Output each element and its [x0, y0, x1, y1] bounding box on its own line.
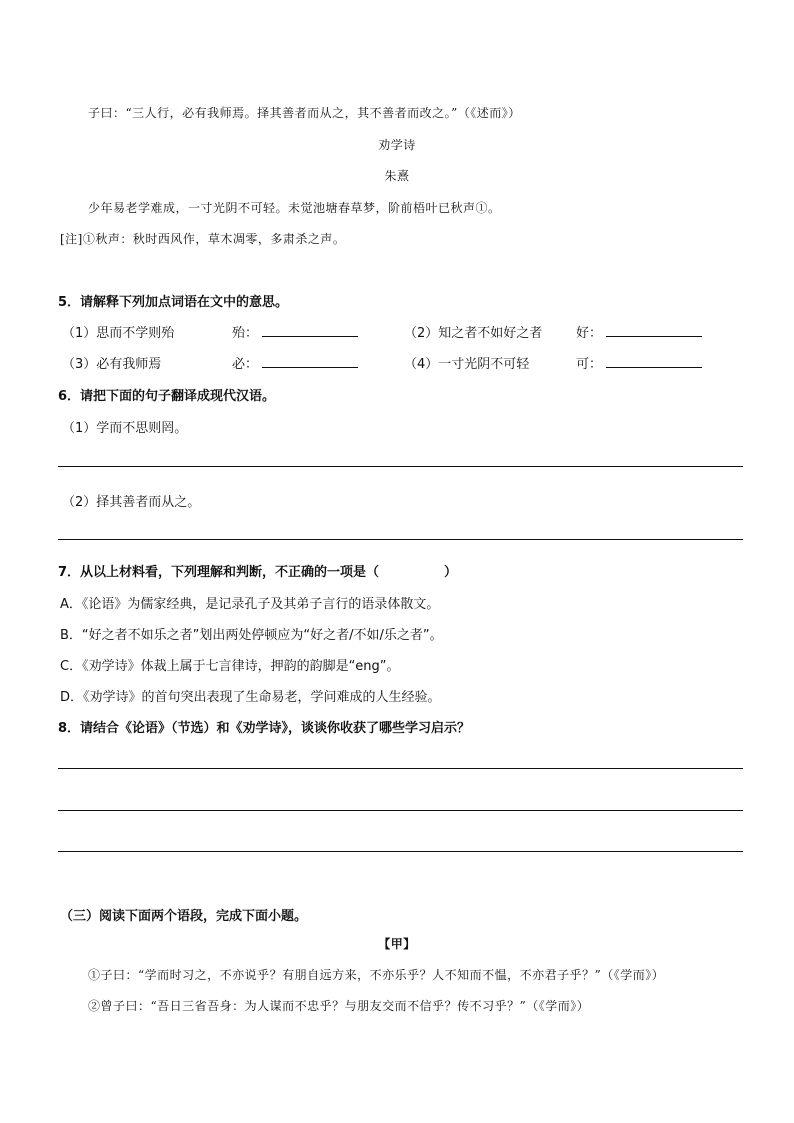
- q5-item-4-blank[interactable]: [606, 355, 702, 368]
- q6-item-1: （1）学而不思则罔。: [62, 421, 188, 436]
- section3-jia-heading: 【甲】: [378, 937, 416, 951]
- q5-title: 5．请解释下列加点词语在文中的意思。: [58, 295, 289, 310]
- q5-item-3-blank[interactable]: [262, 355, 358, 368]
- section3-title: （三）阅读下面两个语段，完成下面小题。: [60, 909, 308, 924]
- poem-title: 劝学诗: [378, 138, 416, 152]
- poem-note: [注]①秋声：秋时西风作，草木凋零，多肃杀之声。: [60, 232, 346, 246]
- q5-item-1-blank[interactable]: [262, 324, 358, 337]
- passage-shuer: 子曰：“三人行，必有我师焉。择其善者而从之，其不善者而改之。”（《述而》）: [88, 106, 521, 120]
- q7-option-b: B．“好之者不如乐之者”划出两处停顿应为“好之者/不如/乐之者”。: [60, 628, 443, 643]
- q7-title: 7．从以上材料看，下列理解和判断，不正确的一项是（ ）: [58, 565, 458, 580]
- q5-item-3-word: 必：: [232, 357, 259, 372]
- q5-item-3-answer: [232, 353, 358, 372]
- q5-item-3-label: （3）必有我师焉: [62, 357, 162, 372]
- q6-answer-line-2[interactable]: [58, 539, 743, 540]
- q6-title: 6．请把下面的句子翻译成现代汉语。: [58, 389, 276, 404]
- q5-item-2-answer: [576, 322, 702, 341]
- q5-item-2-label: （2）知之者不如好之者: [404, 326, 543, 341]
- q5-item-4-answer: [576, 353, 702, 372]
- q5-item-1-answer: [232, 322, 358, 341]
- q5-item-1-label: （1）思而不学则殆: [62, 326, 175, 341]
- q8-answer-line-3[interactable]: [58, 851, 743, 852]
- q5-item-4-word: 可：: [576, 357, 603, 372]
- q5-item-2-blank[interactable]: [606, 324, 702, 337]
- poem-author: 朱熹: [384, 169, 410, 183]
- q7-option-c: C．《劝学诗》体裁上属于七言律诗，押韵的韵脚是“eng”。: [60, 659, 400, 674]
- q6-answer-line-1[interactable]: [58, 466, 743, 467]
- q8-answer-line-1[interactable]: [58, 768, 743, 769]
- section3-line-2: ②曾子曰：“吾日三省吾身：为人谋而不忠乎？与朋友交而不信乎？传不习乎？”（《学而》）: [88, 999, 590, 1013]
- poem-text: 少年易老学难成，一寸光阴不可轻。未觉池塘春草梦，阶前梧叶已秋声①。: [88, 201, 501, 215]
- q5-item-4-label: （4）一寸光阴不可轻: [404, 357, 530, 372]
- q6-item-2: （2）择其善者而从之。: [62, 495, 201, 510]
- section3-line-1: ①子曰：“学而时习之，不亦说乎？有朋自远方来，不亦乐乎？人不知而不愠，不亦君子乎？”（《学而》）: [88, 968, 665, 982]
- q7-option-d: D．《劝学诗》的首句突出表现了生命易老，学问难成的人生经验。: [60, 690, 441, 705]
- q7-option-a: A．《论语》为儒家经典，是记录孔子及其弟子言行的语录体散文。: [60, 597, 440, 612]
- q5-item-2-word: 好：: [576, 326, 603, 341]
- q8-title: 8．请结合《论语》（节选）和《劝学诗》，谈谈你收获了哪些学习启示？: [58, 721, 471, 736]
- q5-item-1-word: 殆：: [232, 326, 259, 341]
- q8-answer-line-2[interactable]: [58, 810, 743, 811]
